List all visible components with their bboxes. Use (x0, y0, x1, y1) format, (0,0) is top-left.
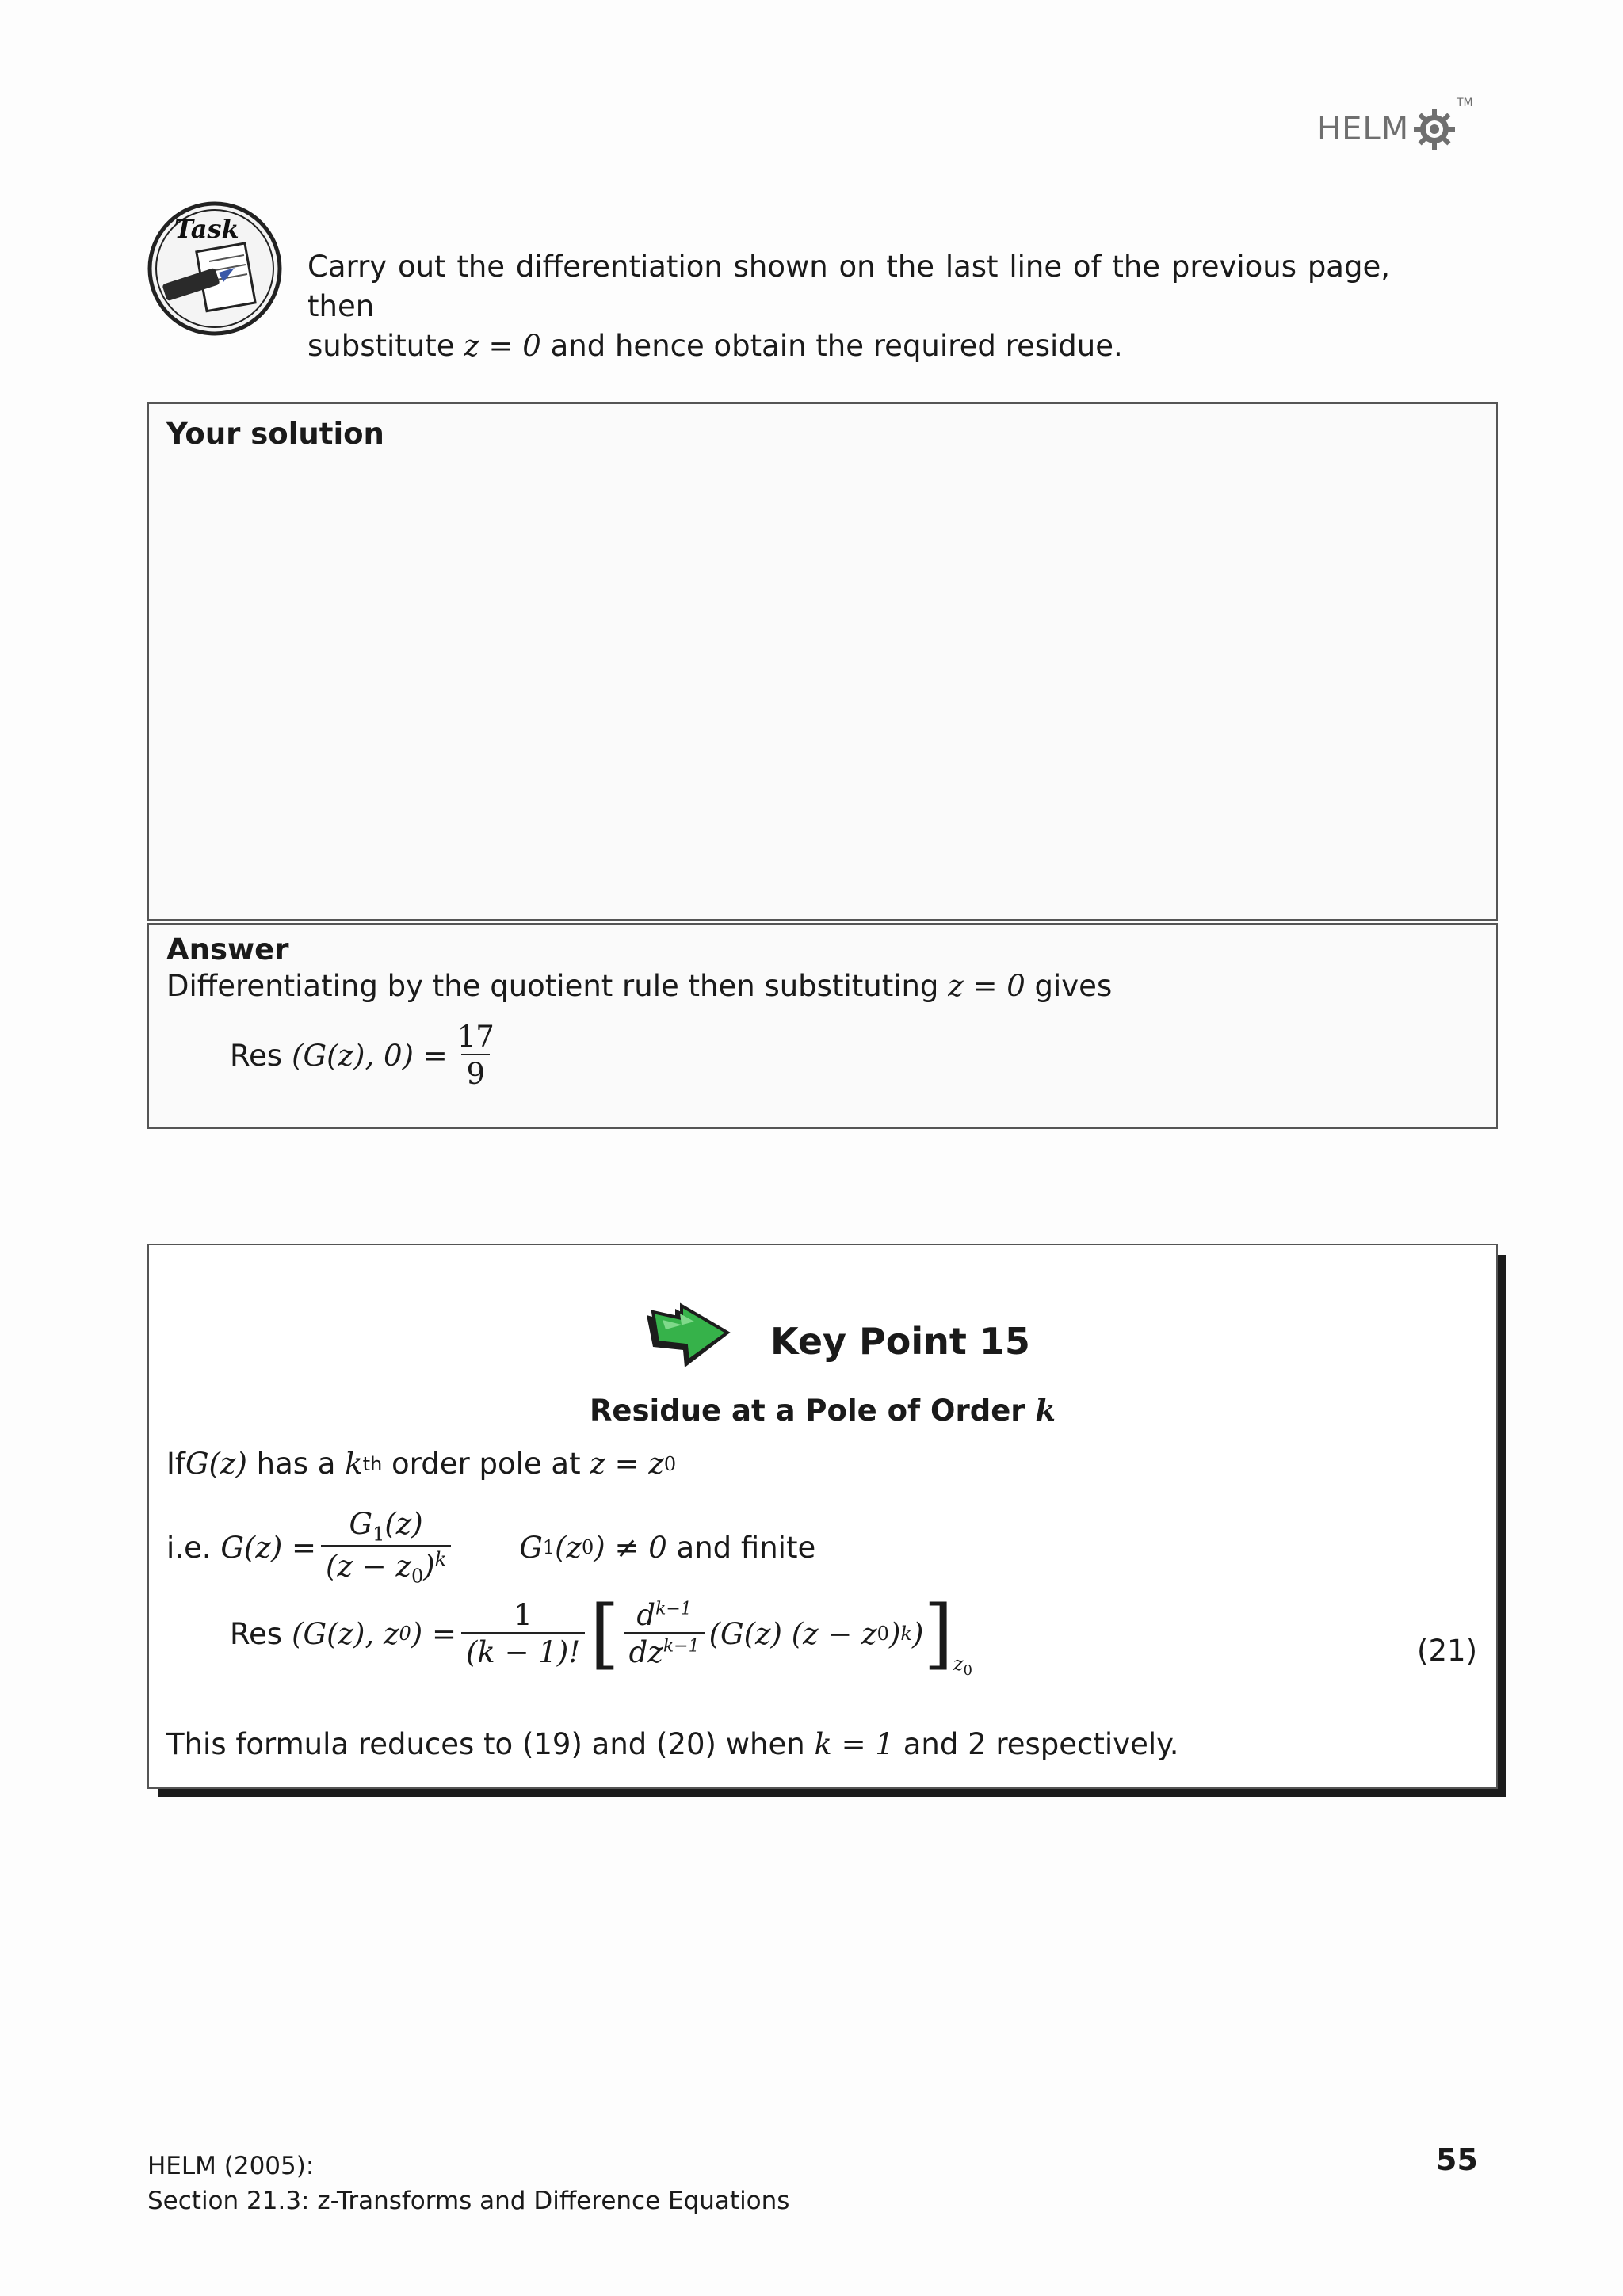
footer-line1: HELM (2005): (147, 2152, 315, 2180)
derivative-operator-fraction: $\frac{d^{k-1}}{dz^{k-1}}$ (624, 1598, 705, 1669)
trademark: TM (1457, 97, 1473, 109)
equation-number: (21) (1417, 1634, 1477, 1668)
task-text-line2: substitute z = 0 and hence obtain the required residue. (307, 329, 1123, 363)
answer-box (147, 923, 1498, 1129)
right-bracket: ] (923, 1589, 953, 1678)
res-fraction: $\frac{17}{9}$ (456, 1020, 495, 1091)
logo-text: HELM (1317, 111, 1410, 147)
footer-line2: Section 21.3: z-Transforms and Difference Equations (147, 2187, 790, 2215)
key-point-note: This formula reduces to (19) and (20) when k = 1 and 2 respectively. (166, 1727, 1179, 1761)
helm-logo (1317, 93, 1473, 165)
gear-icon (1412, 107, 1457, 151)
answer-residue-equation (230, 1020, 504, 1091)
answer-title: Answer (166, 933, 289, 967)
task-text-line1: Carry out the differentiation shown on the last line of the previous page, then (307, 250, 1390, 323)
key-point-line-definition: i.e. G(z) = $\frac{G_1(z)}{(z - z_0)^k}$ G 1 (z 0 ) ≠ 0 and finite (166, 1507, 816, 1589)
res-label: Res (230, 1038, 283, 1073)
task-icon (146, 200, 284, 338)
g1-over-z-fraction: $\frac{G_1(z)}{(z - z_0)^k}$ (321, 1507, 451, 1588)
math-z-equals-0: z = 0 (464, 329, 541, 363)
footer-source (147, 2149, 789, 2218)
page-number: 55 (1436, 2142, 1478, 2177)
key-point-arrow-icon (639, 1291, 734, 1380)
key-point-residue-formula: Res (G(z), z 0 ) = $\frac{1}{(k - 1)!}$ [ $\frac{d^{k-1}}{dz^{k-1}}$ (G(z) (z − z 0 ) k ) ] $z_0$ (230, 1589, 972, 1679)
key-point-title: Key Point 15 (770, 1320, 1030, 1363)
key-point-line-pole: If G(z) has a k th order pole at z = z 0 (166, 1447, 677, 1481)
task-text (307, 247, 1390, 366)
res-args: (G(z), 0) = (292, 1038, 448, 1073)
key-point-subtitle: Residue at a Pole of Order k (589, 1393, 1056, 1428)
one-over-factorial-fraction: $\frac{1}{(k - 1)!}$ (461, 1598, 585, 1669)
answer-text: Differentiating by the quotient rule then substituting z = 0 gives (166, 969, 1113, 1003)
solution-title: Your solution (166, 417, 384, 451)
left-bracket: [ (590, 1589, 620, 1678)
solution-box[interactable] (147, 402, 1498, 921)
evaluation-point: $z_0$ (953, 1652, 972, 1679)
task-icon-label: Task (174, 214, 239, 244)
